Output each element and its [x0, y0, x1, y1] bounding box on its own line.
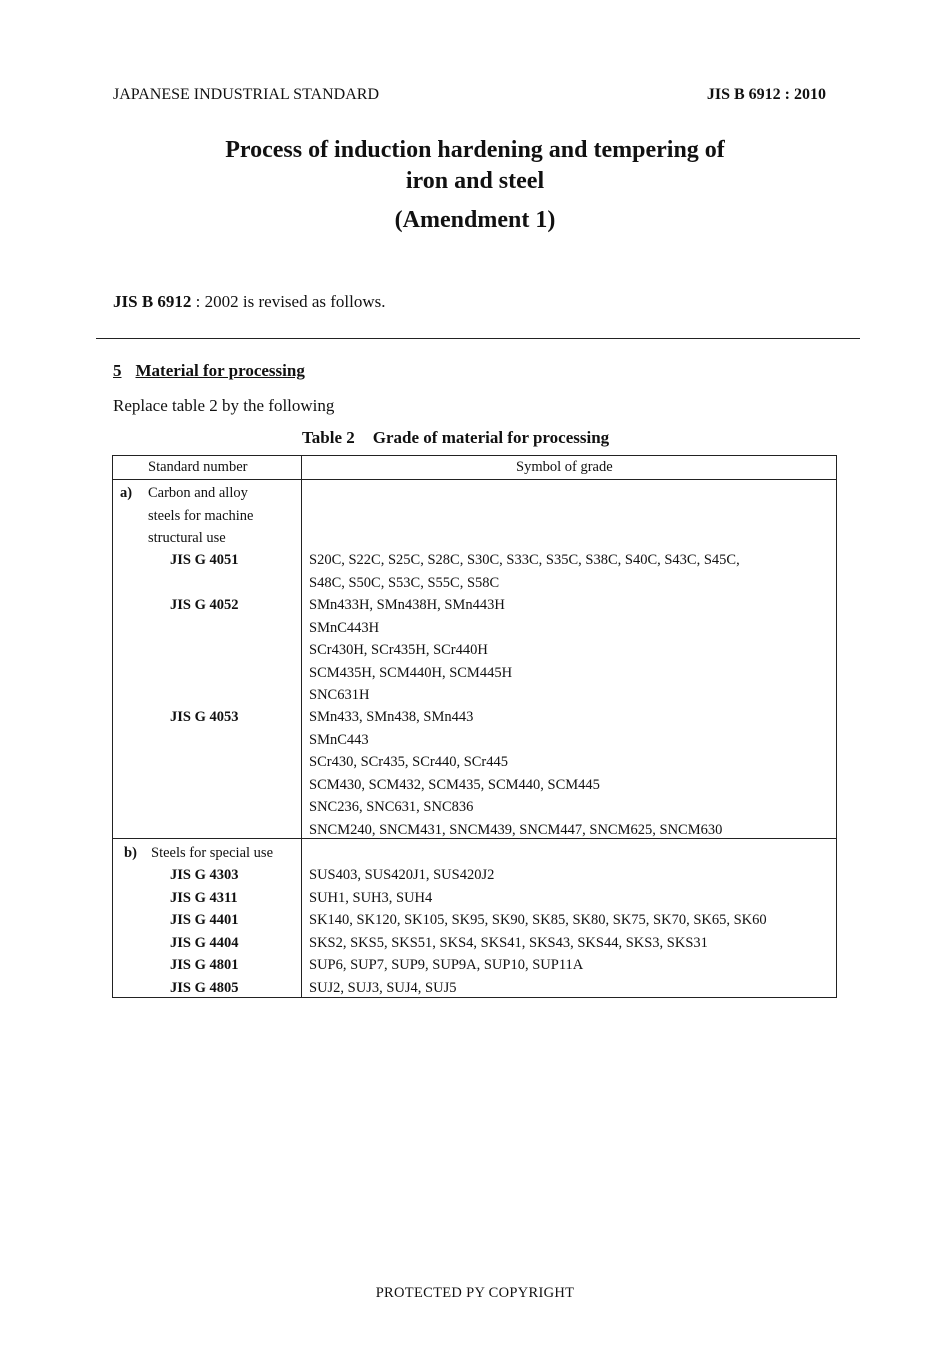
table-caption — [302, 428, 609, 448]
table-header-divider — [112, 479, 837, 480]
group-a-title-line-2: steels for machine — [148, 508, 254, 524]
document-title-line-1: Process of induction hardening and tempering of — [225, 137, 725, 163]
symbol-line: SUJ2, SUJ3, SUJ4, SUJ5 — [309, 980, 457, 996]
standard-number: JIS G 4805 — [170, 980, 239, 996]
revision-statement — [113, 292, 386, 312]
document-subtitle: (Amendment 1) — [394, 207, 556, 233]
revision-text: : 2002 is revised as follows. — [191, 292, 386, 311]
revision-code: JIS B 6912 — [113, 292, 192, 311]
symbol-line: SKS2, SKS5, SKS51, SKS4, SKS41, SKS43, SKS44, SKS3, SKS31 — [309, 935, 708, 951]
divider-rule — [96, 338, 860, 339]
group-a-title-line-1: Carbon and alloy — [148, 485, 248, 501]
symbol-line: SCM430, SCM432, SCM435, SCM440, SCM445 — [309, 777, 600, 793]
symbol-line: SMnC443H — [309, 620, 380, 636]
symbol-line: SNC236, SNC631, SNC836 — [309, 799, 474, 815]
symbol-line: SMn433, SMn438, SMn443 — [309, 709, 474, 725]
header-standard-code: JIS B 6912 : 2010 — [706, 86, 826, 103]
group-a-letter: a) — [120, 485, 133, 501]
symbol-line: SMnC443 — [309, 732, 369, 748]
symbol-line: SCM435H, SCM440H, SCM445H — [309, 665, 513, 681]
symbol-line: S20C, S22C, S25C, S28C, S30C, S33C, S35C, S38C, S40C, S43C, S45C, — [309, 552, 740, 568]
section-number: 5 — [113, 361, 122, 380]
column-header-standard: Standard number — [148, 459, 248, 475]
symbol-line: SK140, SK120, SK105, SK95, SK90, SK85, SK80, SK75, SK70, SK65, SK60 — [309, 912, 767, 928]
column-header-symbol: Symbol of grade — [516, 459, 613, 475]
standard-number: JIS G 4311 — [170, 890, 238, 906]
symbol-line: SCr430, SCr435, SCr440, SCr445 — [309, 754, 509, 770]
symbol-line: SUS403, SUS420J1, SUS420J2 — [309, 867, 495, 883]
standard-number: JIS G 4053 — [170, 709, 239, 725]
group-a-title-line-3: structural use — [148, 530, 226, 546]
standard-number: JIS G 4051 — [170, 552, 239, 568]
symbol-line: SNCM240, SNCM431, SNCM439, SNCM447, SNCM625, SNCM630 — [309, 822, 723, 838]
symbol-line: SMn433H, SMn438H, SMn443H — [309, 597, 505, 613]
symbol-line: S48C, S50C, S53C, S55C, S58C — [309, 575, 500, 591]
section-heading — [113, 361, 305, 381]
symbol-line: SCr430H, SCr435H, SCr440H — [309, 642, 488, 658]
standard-number: JIS G 4303 — [170, 867, 239, 883]
table-column-divider — [301, 455, 302, 998]
header-standard-label: JAPANESE INDUSTRIAL STANDARD — [113, 86, 379, 103]
symbol-line: SUP6, SUP7, SUP9, SUP9A, SUP10, SUP11A — [309, 957, 584, 973]
table-caption-label: Table 2 — [302, 428, 355, 447]
section-title: Material for processing — [135, 361, 305, 380]
symbol-line: SUH1, SUH3, SUH4 — [309, 890, 433, 906]
standard-number: JIS G 4404 — [170, 935, 239, 951]
copyright-footer: PROTECTED PY COPYRIGHT — [375, 1285, 575, 1301]
table-caption-title: Grade of material for processing — [372, 428, 610, 447]
group-b-letter: b) — [124, 845, 137, 861]
symbol-line: SNC631H — [309, 687, 370, 703]
document-title-line-2: iron and steel — [405, 168, 545, 194]
standard-number: JIS G 4801 — [170, 957, 239, 973]
replace-instruction: Replace table 2 by the following — [113, 396, 335, 415]
standard-number: JIS G 4401 — [170, 912, 239, 928]
standard-number: JIS G 4052 — [170, 597, 239, 613]
group-b-title: Steels for special use — [151, 845, 274, 861]
